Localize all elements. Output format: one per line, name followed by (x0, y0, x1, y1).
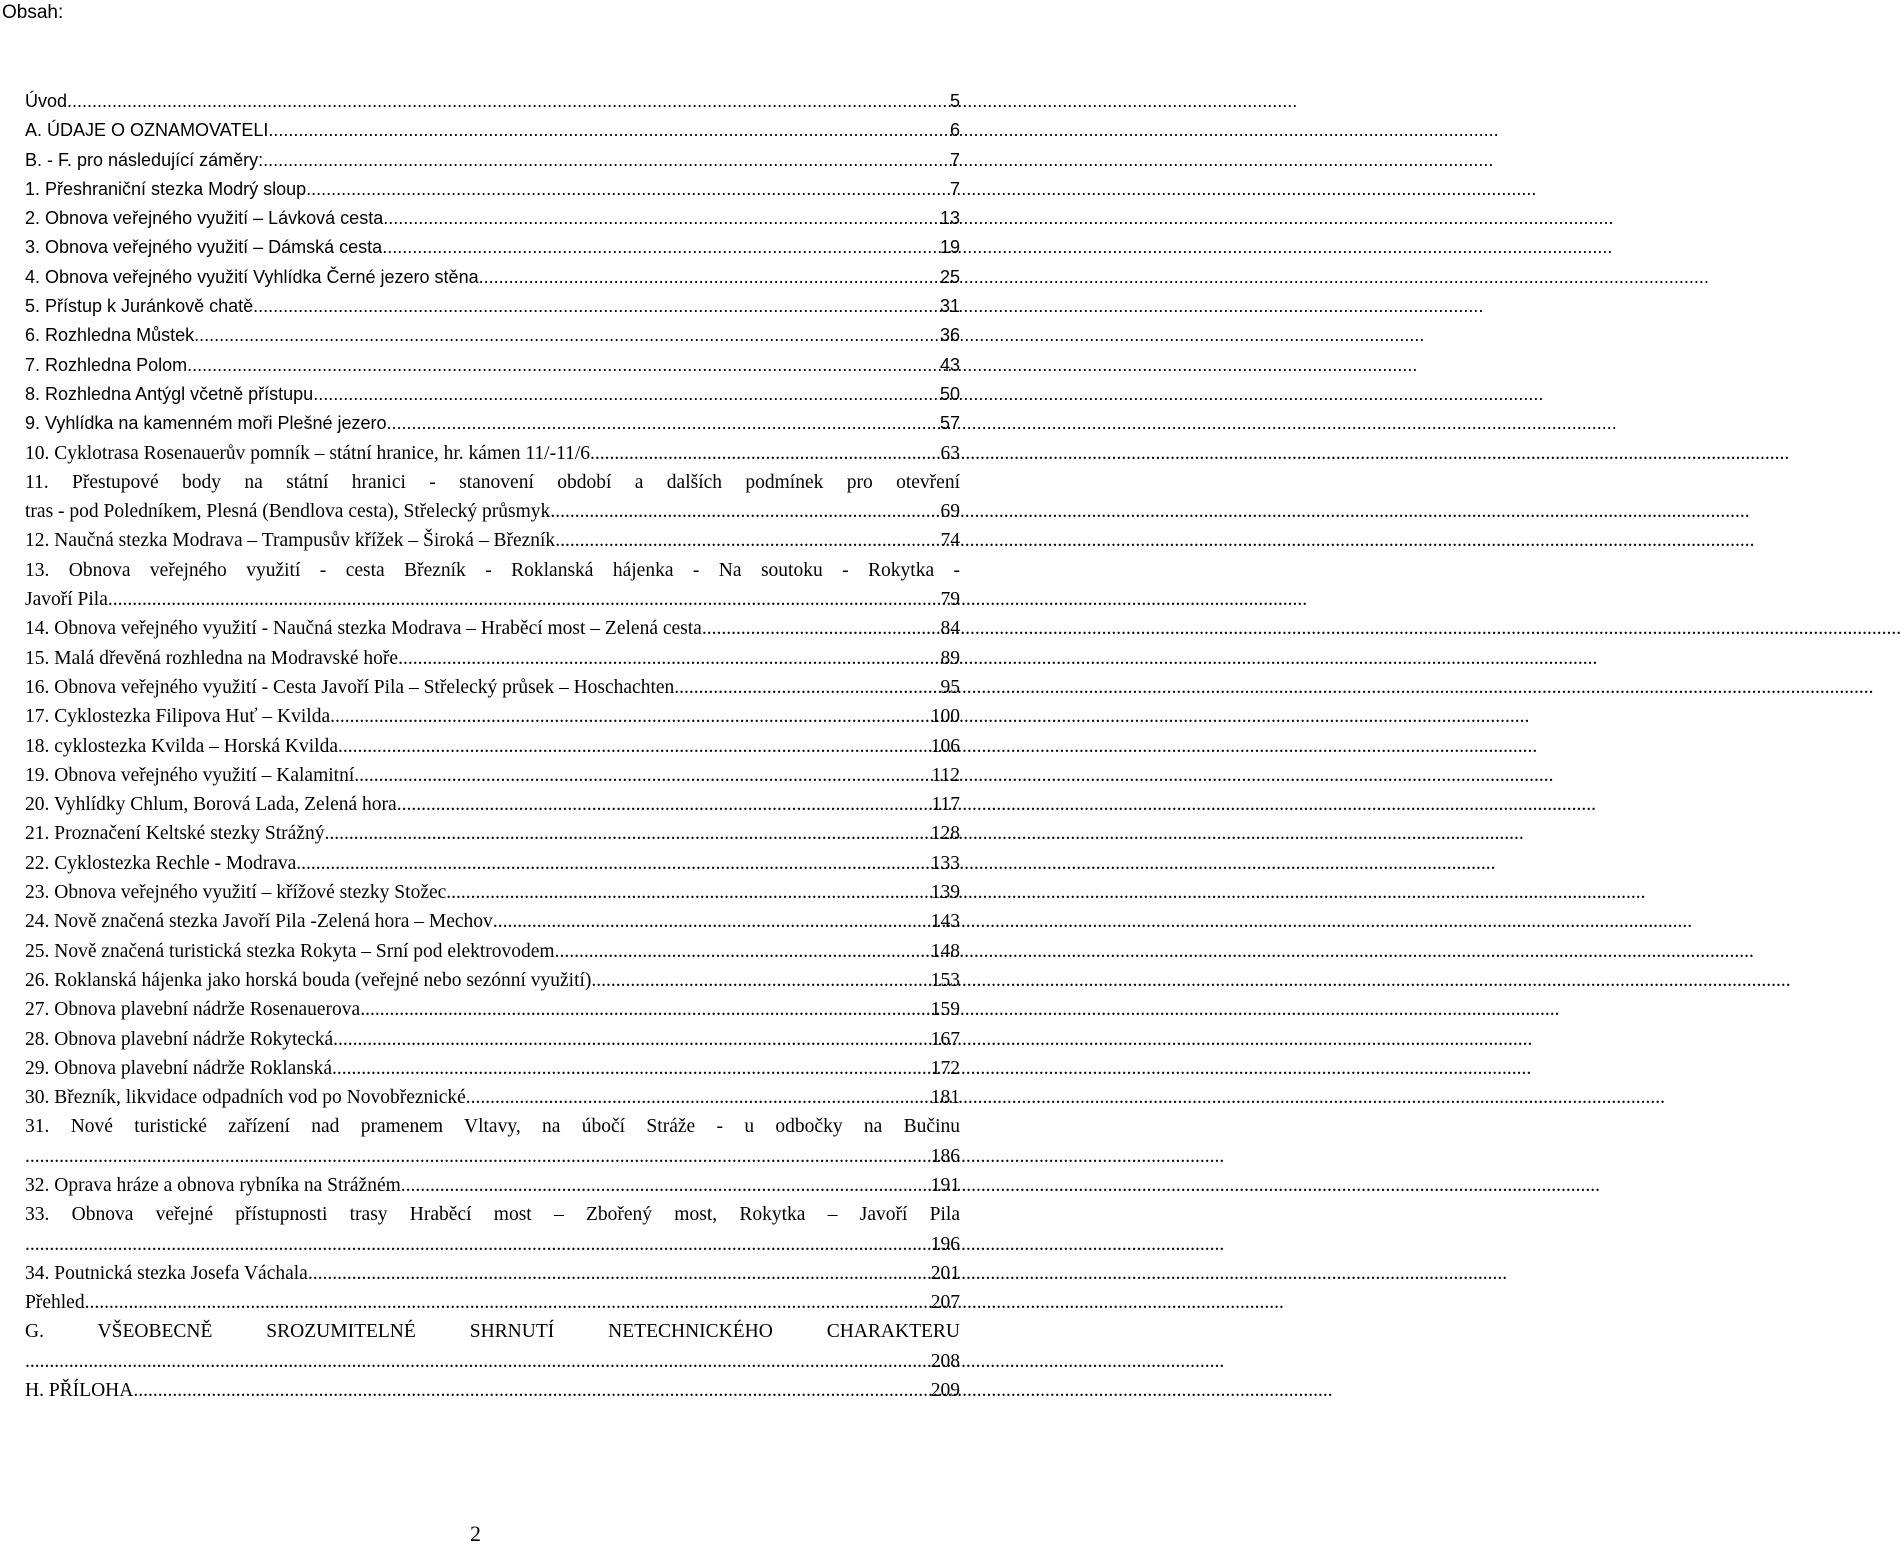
dot-leader (308, 1259, 931, 1288)
dot-leader (383, 204, 940, 233)
toc-entry[interactable] (25, 790, 960, 819)
toc-entry-page: 36 (939, 325, 960, 346)
toc-entry-title: 33. Obnova veřejné přístupnosti trasy Hraběcí most – Zbořený most, Rokytka – Javoří Pila (25, 1204, 960, 1226)
toc-entry-page: 74 (940, 530, 960, 552)
toc-entry[interactable] (25, 292, 960, 321)
toc-entry-title: 18. cyklostezka Kvilda – Horská Kvilda (25, 735, 339, 757)
toc-entry-page: 207 (930, 1292, 960, 1314)
toc-entry-page: 6 (949, 120, 960, 141)
toc-entry-page: 186 (930, 1145, 960, 1167)
toc-entry[interactable] (25, 849, 960, 878)
dot-leader (387, 409, 940, 438)
toc-entry-page: 79 (940, 589, 960, 611)
dot-leader (550, 497, 940, 526)
dot-leader (25, 1347, 931, 1376)
toc-entry-title: 5. Přístup k Juránkově chatě (25, 296, 254, 317)
toc-entry[interactable] (25, 380, 960, 409)
toc-entry-page: 143 (930, 911, 960, 933)
toc-entry-title: 3. Obnova veřejného využití – Dámská cesta (25, 237, 383, 258)
toc-entry-title: Úvod (25, 91, 68, 111)
toc-entry-title: 28. Obnova plavební nádrže Rokytecká (25, 1028, 334, 1050)
toc-entry-title: 22. Cyklostezka Rechle - Modrava (25, 852, 297, 874)
dot-leader (296, 849, 930, 878)
toc-entry-title: 17. Cyklostezka Filipova Huť – Kvilda (25, 706, 331, 728)
toc-entry-title: 21. Proznačení Keltské stezky Strážný (25, 823, 325, 845)
toc-entry-title: 20. Vyhlídky Chlum, Borová Lada, Zelená hora (25, 794, 397, 816)
dot-leader (466, 1083, 931, 1112)
toc-entry-title: 7. Rozhledna Polom (25, 354, 188, 375)
toc-heading: Obsah: (2, 2, 64, 23)
toc-entry-title: 23. Obnova veřejného využití – křížové stezky Stožec (25, 882, 447, 904)
toc-entry[interactable] (25, 1288, 960, 1317)
toc-entry[interactable] (25, 556, 960, 615)
toc-entry-title: 25. Nově značená turistická stezka Rokyta – Srní pod elektrovodem (25, 940, 555, 962)
toc-entry[interactable] (25, 732, 960, 761)
toc-entry-page: 19 (939, 237, 960, 258)
toc-entry[interactable] (25, 1376, 960, 1405)
dot-leader (187, 351, 940, 380)
toc-entry[interactable] (25, 1171, 960, 1200)
toc-entry[interactable] (25, 468, 960, 527)
toc-entry-page: 159 (930, 999, 960, 1021)
dot-leader (25, 1230, 931, 1259)
toc-entry[interactable] (25, 1025, 960, 1054)
toc-entry[interactable] (25, 204, 960, 233)
dot-leader (67, 87, 950, 116)
toc-entry-page: 208 (930, 1350, 960, 1372)
toc-entry-title: 26. Roklanská hájenka jako horská bouda (veřejné nebo sezónní využití) (25, 969, 592, 991)
dot-leader (194, 321, 940, 350)
toc-entry-page: 100 (930, 706, 960, 728)
toc-entry-title: 11. Přestupové body na státní hranici - stanovení období a dalších podmínek pro otevření (25, 471, 960, 493)
page-number: 2 (470, 1521, 481, 1546)
toc-entry-title: H. PŘÍLOHA (25, 1380, 134, 1402)
table-of-contents (25, 87, 960, 1405)
toc-entry-title: B. - F. pro následující záměry: (25, 149, 264, 170)
dot-leader (133, 1376, 930, 1405)
dot-leader (479, 263, 940, 292)
toc-entry-title: 29. Obnova plavební nádrže Roklanská (25, 1057, 333, 1079)
toc-entry[interactable] (25, 702, 960, 731)
dot-leader (253, 292, 940, 321)
toc-entry-title: 10. Cyklotrasa Rosenauerův pomník – státní hranice, hr. kámen 11/-11/6 (25, 442, 591, 464)
toc-entry-page: 7 (949, 149, 960, 170)
toc-entry[interactable] (25, 937, 960, 966)
toc-entry-title: 14. Obnova veřejného využití - Naučná stezka Modrava – Hraběcí most – Zelená cesta (25, 618, 702, 640)
dot-leader (446, 878, 930, 907)
toc-entry-page: 209 (930, 1380, 960, 1402)
toc-entry-page: 50 (939, 383, 960, 404)
toc-entry[interactable] (25, 175, 960, 204)
toc-entry-title: G. VŠEOBECNĚ SROZUMITELNÉ SHRNUTÍ NETECHNICKÉHO CHARAKTERU (25, 1321, 960, 1343)
toc-entry-title: 9. Vyhlídka na kamenném moři Plešné jezero (25, 413, 387, 434)
dot-leader (324, 819, 930, 848)
dot-leader (382, 233, 940, 262)
toc-entry-title-continuation: tras - pod Poledníkem, Plesná (Bendlova cesta), Střelecký průsmyk (25, 501, 551, 523)
dot-leader (85, 1288, 931, 1317)
dot-leader (493, 907, 931, 936)
toc-entry[interactable] (25, 1054, 960, 1083)
dot-leader (674, 673, 940, 702)
toc-entry-page: 153 (930, 969, 960, 991)
toc-entry-page: 128 (930, 823, 960, 845)
toc-entry-page: 69 (940, 501, 960, 523)
dot-leader (555, 526, 940, 555)
toc-entry-page: 133 (930, 852, 960, 874)
toc-entry-page: 112 (931, 764, 960, 786)
toc-entry-page: 95 (940, 676, 960, 698)
toc-entry[interactable] (25, 146, 960, 175)
toc-entry-page: 63 (940, 442, 960, 464)
toc-entry-title: 30. Březník, likvidace odpadních vod po Novobřeznické (25, 1087, 466, 1109)
toc-entry-title: 12. Naučná stezka Modrava – Trampusův křížek – Široká – Březník (25, 530, 556, 552)
toc-entry-page: 43 (939, 354, 960, 375)
toc-entry-page: 191 (930, 1174, 960, 1196)
toc-entry[interactable] (25, 263, 960, 292)
toc-entry-title: 16. Obnova veřejného využití - Cesta Javoří Pila – Střelecký průsek – Hoschachten (25, 676, 675, 698)
dot-leader (555, 937, 931, 966)
dot-leader (333, 1025, 931, 1054)
toc-entry-page: 7 (949, 178, 960, 199)
toc-entry[interactable] (25, 1200, 960, 1259)
toc-entry[interactable] (25, 321, 960, 350)
dot-leader (263, 146, 950, 175)
toc-entry-title: Přehled (25, 1292, 85, 1314)
toc-entry-title: 2. Obnova veřejného využití – Lávková cesta (25, 208, 384, 229)
toc-entry[interactable] (25, 116, 960, 145)
toc-entry-title: 24. Nově značená stezka Javoří Pila -Zelená hora – Mechov (25, 911, 493, 933)
toc-entry[interactable] (25, 907, 960, 936)
dot-leader (330, 702, 931, 731)
dot-leader (591, 966, 930, 995)
toc-entry[interactable] (25, 819, 960, 848)
toc-entry-page: 172 (930, 1057, 960, 1079)
dot-leader (398, 644, 940, 673)
toc-entry-page: 139 (930, 882, 960, 904)
toc-entry-page: 117 (931, 794, 960, 816)
toc-entry-page: 106 (930, 735, 960, 757)
toc-entry-page: 181 (930, 1087, 960, 1109)
toc-entry-title: 32. Oprava hráze a obnova rybníka na Strážném (25, 1174, 401, 1196)
toc-entry-title: 31. Nové turistické zařízení nad pramenem Vltavy, na úbočí Stráže - u odbočky na Bučinu (25, 1116, 960, 1138)
toc-entry[interactable] (25, 87, 960, 116)
toc-entry-title: 4. Obnova veřejného využití Vyhlídka Černé jezero stěna (25, 266, 479, 287)
dot-leader (702, 614, 941, 643)
toc-entry[interactable] (25, 1112, 960, 1171)
dot-leader (306, 175, 950, 204)
toc-entry-title: 19. Obnova veřejného využití – Kalamitní (25, 764, 355, 786)
toc-entry-page: 196 (930, 1233, 960, 1255)
toc-entry[interactable] (25, 995, 960, 1024)
toc-entry-title: 1. Přeshraniční stezka Modrý sloup (25, 178, 307, 199)
toc-entry[interactable] (25, 233, 960, 262)
toc-entry-title: 15. Malá dřevěná rozhledna na Modravské hoře (25, 647, 399, 669)
toc-entry[interactable] (25, 351, 960, 380)
toc-entry[interactable] (25, 614, 960, 643)
toc-entry-title: A. ÚDAJE O OZNAMOVATELI (25, 120, 269, 141)
toc-entry[interactable] (25, 673, 960, 702)
toc-entry-title-continuation: Javoří Pila (25, 589, 108, 611)
toc-entry[interactable] (25, 761, 960, 790)
dot-leader (25, 1142, 931, 1171)
dot-leader (590, 439, 940, 468)
toc-entry-page: 201 (930, 1262, 960, 1284)
toc-entry-title: 34. Poutnická stezka Josefa Váchala (25, 1262, 308, 1284)
dot-leader (108, 585, 941, 614)
toc-entry-page: 167 (930, 1028, 960, 1050)
toc-entry[interactable] (25, 878, 960, 907)
toc-entry-page: 84 (940, 618, 960, 640)
dot-leader (338, 732, 931, 761)
toc-entry[interactable] (25, 1259, 960, 1288)
toc-entry-page: 5 (949, 91, 960, 111)
dot-leader (268, 116, 950, 145)
toc-entry[interactable] (25, 439, 960, 468)
toc-entry-page: 148 (930, 940, 960, 962)
dot-leader (360, 995, 931, 1024)
toc-entry[interactable] (25, 1083, 960, 1112)
dot-leader (332, 1054, 931, 1083)
toc-entry[interactable] (25, 966, 960, 995)
toc-entry-page: 57 (939, 413, 960, 434)
toc-entry-title: 6. Rozhledna Můstek (25, 325, 195, 346)
toc-entry-title: 27. Obnova plavební nádrže Rosenauerova (25, 999, 361, 1021)
toc-entry-page: 25 (939, 266, 960, 287)
toc-entry-page: 13 (939, 208, 960, 229)
toc-entry-page: 31 (939, 296, 960, 317)
dot-leader (354, 761, 931, 790)
toc-entry-title: 13. Obnova veřejného využití - cesta Březník - Roklanská hájenka - Na soutoku - Rokytka - (25, 559, 960, 581)
dot-leader (401, 1171, 931, 1200)
toc-entry-page: 89 (940, 647, 960, 669)
toc-entry[interactable] (25, 1317, 960, 1376)
dot-leader (397, 790, 932, 819)
toc-entry[interactable] (25, 644, 960, 673)
dot-leader (313, 380, 940, 409)
toc-entry[interactable] (25, 409, 960, 438)
toc-entry-title: 8. Rozhledna Antýgl včetně přístupu (25, 383, 314, 404)
toc-entry[interactable] (25, 526, 960, 555)
